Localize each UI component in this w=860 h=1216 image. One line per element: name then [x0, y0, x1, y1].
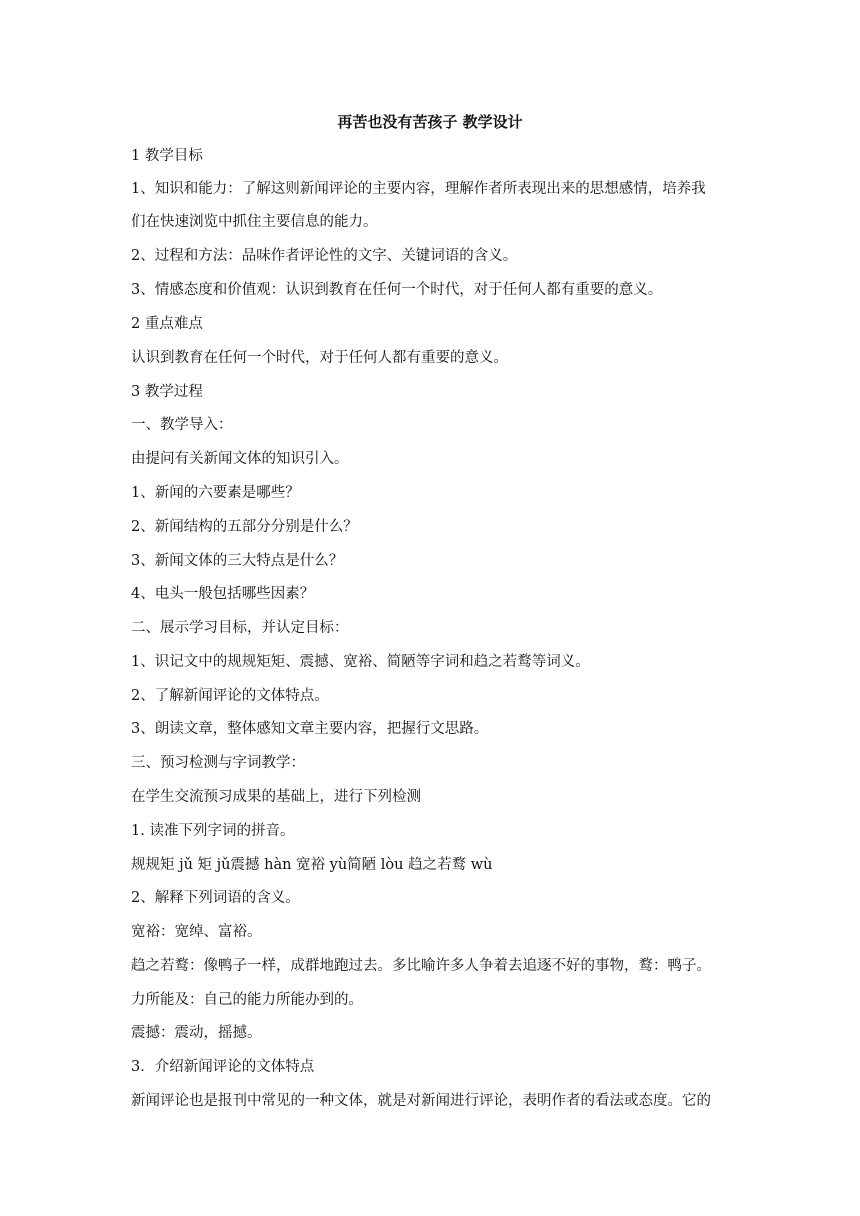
- list-item: 2、解释下列词语的含义。: [131, 890, 300, 906]
- definition-line: 力所能及：自己的能力所能办到的。: [131, 992, 363, 1008]
- list-item: 3、朗读文章，整体感知文章主要内容，把握行文思路。: [131, 721, 489, 737]
- section-heading: 2 重点难点: [131, 316, 203, 332]
- document-title: 再苦也没有苦孩子 教学设计: [337, 113, 523, 131]
- list-item: 3、新闻文体的三大特点是什么？: [131, 553, 344, 569]
- list-item: 2、了解新闻评论的文体特点。: [131, 688, 329, 704]
- list-item: 3．介绍新闻评论的文体特点: [131, 1059, 315, 1075]
- paragraph-line: 一、教学导入：: [131, 417, 233, 433]
- list-item: 1. 读准下列字词的拼音。: [131, 823, 295, 839]
- list-item: 4、电头一般包括哪些因素？: [131, 586, 315, 602]
- paragraph-line: 三、预习检测与字词教学：: [131, 755, 305, 771]
- paragraph-line: 1、知识和能力：了解这则新闻评论的主要内容，理解作者所表现出来的思想感情，培养我: [131, 181, 706, 197]
- definition-line: 宽裕：宽绰、富裕。: [131, 924, 262, 940]
- list-item: 1、新闻的六要素是哪些？: [131, 485, 300, 501]
- definition-line: 震撼：震动，摇撼。: [131, 1025, 262, 1041]
- paragraph-line: 3、情感态度和价值观：认识到教育在任何一个时代，对于任何人都有重要的意义。: [131, 282, 663, 298]
- list-item: 2、新闻结构的五部分分别是什么？: [131, 519, 358, 535]
- paragraph-line: 二、展示学习目标，并认定目标：: [131, 620, 349, 636]
- paragraph-line: 由提问有关新闻文体的知识引入。: [131, 451, 349, 467]
- paragraph-line: 2、过程和方法：品味作者评论性的文字、关键词语的含义。: [131, 248, 518, 264]
- section-heading: 1 教学目标: [131, 148, 203, 164]
- pinyin-line: 规规矩 jǔ 矩 jǔ震撼 hàn 宽裕 yù简陋 lòu 趋之若鹜 wù: [131, 857, 493, 873]
- paragraph-line: 新闻评论也是报刊中常见的一种文体，就是对新闻进行评论，表明作者的看法或态度。它的: [131, 1093, 711, 1109]
- paragraph-line: 认识到教育在任何一个时代，对于任何人都有重要的意义。: [131, 350, 508, 366]
- paragraph-line: 在学生交流预习成果的基础上，进行下列检测: [131, 789, 421, 805]
- definition-line: 趋之若鹜：像鸭子一样，成群地跑过去。多比喻许多人争着去追逐不好的事物，鹜：鸭子。: [131, 958, 711, 974]
- section-heading: 3 教学过程: [131, 384, 203, 400]
- list-item: 1、识记文中的规规矩矩、震撼、宽裕、简陋等字词和趋之若鹜等词义。: [131, 654, 590, 670]
- paragraph-line: 们在快速浏览中抓住主要信息的能力。: [131, 214, 378, 230]
